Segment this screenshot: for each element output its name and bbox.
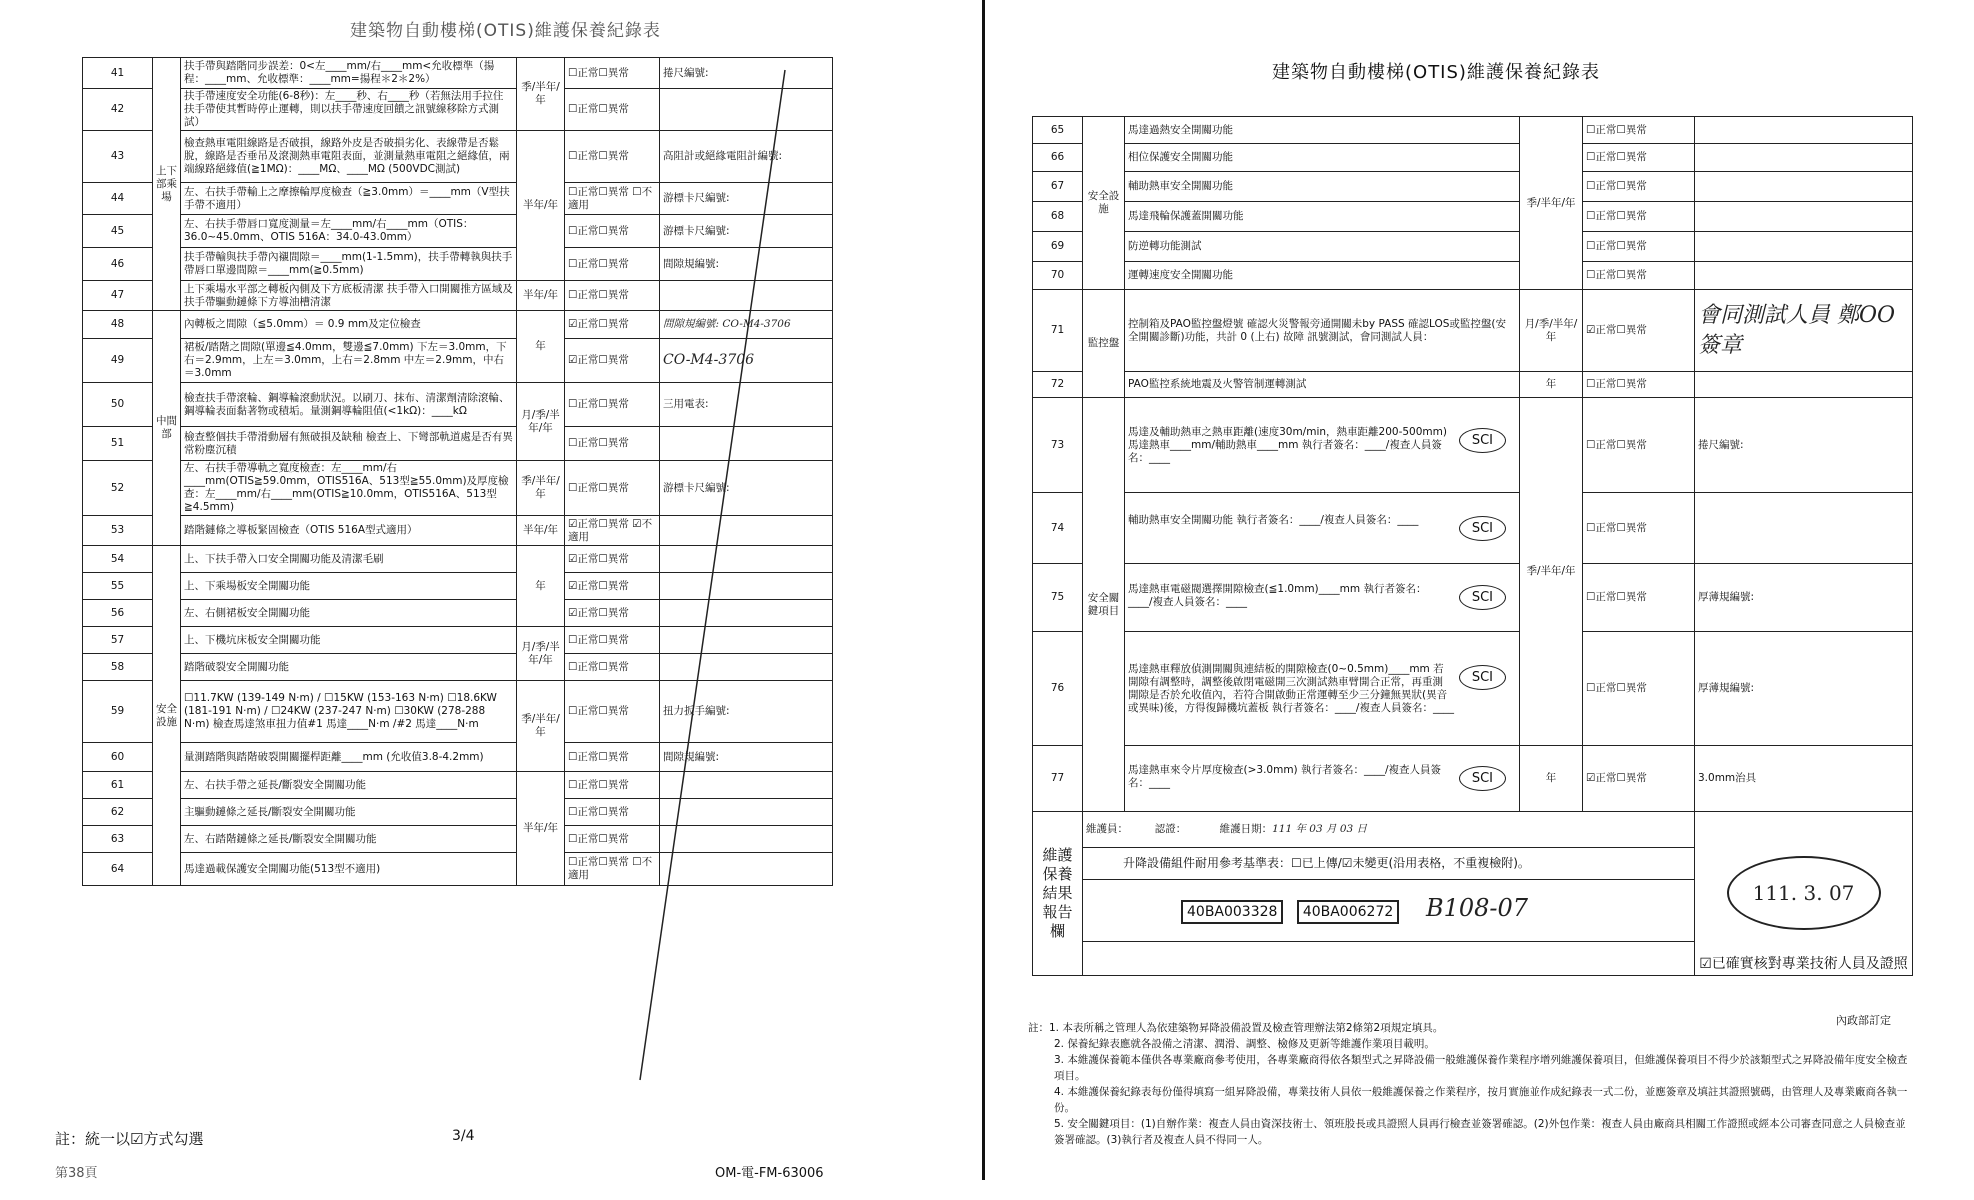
table-cell: 62 [83,799,153,826]
table-cell: 馬達過熱安全開關功能 [1125,117,1520,144]
table-cell: 54 [83,546,153,573]
elevator-code: B108-07 [1425,893,1529,922]
table-cell: ☐正常☐異常 [565,89,660,131]
table-cell: 裙板/踏階之間隙(單邊≦4.0mm，雙邊≦7.0mm) 下左＝3.0mm，下右＝2.9mm，上左＝3.0mm，上右＝2.8mm 中左＝2.9mm，中右＝3.0mm [181,339,517,383]
table-cell: 厚薄規編號: [1695,632,1913,746]
table-cell: 70 [1033,262,1083,290]
table-cell [1695,117,1913,144]
table-cell [1695,144,1913,172]
section-label: 安全設施 [153,546,181,886]
table-cell: 50 [83,383,153,427]
table-cell: 左、右側裙板安全開關功能 [181,600,517,627]
table-cell: SCI 馬達熱車釋放偵測開關與連結板的開隙檢查(0~0.5mm)____mm 若開隙有調整時，調整後啟閉電磁開三次測試熱車臂開合正常，再重測開隙是否於允收值內，若符合開啟動正常運轉至少三分鐘無異狀(異音或異味)後，方得復歸機坑蓋板 執行者簽名：____/複查人員簽名：____ [1125,632,1520,746]
table-row [1033,117,1913,144]
table-cell: ☐正常☐異常 [1583,232,1695,262]
table-row [1033,372,1913,398]
right-header: 建築物自動樓梯(OTIS)維護保養紀錄表 [1272,62,1600,83]
table-cell: 半年/年 [517,131,565,281]
section-label: 安全關鍵項目 [1083,398,1125,812]
table-cell: 49 [83,339,153,383]
page-divider [982,0,985,1180]
table-cell: 68 [1033,202,1083,232]
table-cell [1695,812,1913,976]
table-cell [1695,372,1913,398]
table-cell: 61 [83,772,153,799]
table-cell: ☐正常☐異常 [565,681,660,743]
table-cell: ☐正常☐異常 [1583,564,1695,632]
table-cell: 45 [83,215,153,248]
license-stamp-2: 40BA006272 [1297,900,1399,924]
page-number: 3/4 [452,1128,475,1144]
table-cell: 月/季/半年/年 [1520,290,1583,372]
table-cell: ☐正常☐異常 [1583,372,1695,398]
table-cell: SCI 馬達熱車來令片厚度檢查(>3.0mm) 執行者簽名：____/複查人員簽名：____ [1125,746,1520,812]
table-cell: 左、右扶手帶導軌之寬度檢查：左____mm/右____mm(OTIS≧59.0mm，OTIS516A、513型≧55.0mm)及厚度檢查：左____mm/右____mm(OTIS≧10.0mm，OTIS516A、513型≧4.5mm) [181,461,517,516]
table-cell: ☐正常☐異常 [565,799,660,826]
table-row [1033,746,1913,812]
table-cell [1083,812,1695,848]
table-row [1033,232,1913,262]
table-cell: ☐正常☐異常 ☐不適用 [565,183,660,215]
table-cell: ☐正常☐異常 [565,826,660,853]
table-cell: 控制箱及PAO監控盤燈號 確認火災警報旁通開關未by PASS 確認LOS或監控盤(安全開關診斷)功能，共計 0 (上右) 故障 訊號測試，會同測試人員： [1125,290,1520,372]
table-cell: ☐正常☐異常 [1583,144,1695,172]
table-cell: ☑正常☐異常 [1583,290,1695,372]
table-cell: PAO監控系統地震及火警管制運轉測試 [1125,372,1520,398]
table-cell: 67 [1033,172,1083,202]
table-row [1033,262,1913,290]
table-cell: 76 [1033,632,1083,746]
table-cell: ☐正常☐異常 [565,427,660,461]
left-header: 建築物自動樓梯(OTIS)維護保養紀錄表 [350,21,661,41]
table-cell: 主驅動鏈條之延長/斷裂安全開關功能 [181,799,517,826]
table-cell: 59 [83,681,153,743]
staff-label: 維護員： [1086,823,1128,835]
table-cell: ☐正常☐異常 [565,281,660,311]
sci-circle: SCI [1459,428,1506,453]
table-cell: 半年/年 [517,281,565,311]
table-cell: ☐正常☐異常 [565,743,660,772]
table-cell: 防逆轉功能測試 [1125,232,1520,262]
table-row [1033,290,1913,372]
table-cell: 66 [1033,144,1083,172]
table-cell: 左、右扶手帶唇口寬度測量＝左____mm/右____mm（OTIS：36.0~45.0mm、OTIS 516A：34.0-43.0mm） [181,215,517,248]
table-cell: 量測踏階與踏階破裂開關擺桿距離____mm (允收值3.8-4.2mm) [181,743,517,772]
table-cell: ☑正常☐異常 [565,546,660,573]
form-code: OM-電-FM-63006 [715,1166,824,1181]
table-cell: ☐正常☐異常 [565,654,660,681]
table-cell: SCI 輔助熱車安全開關功能 執行者簽名：____/複查人員簽名：____ [1125,493,1520,564]
table-cell [1083,942,1695,976]
table-cell [1695,172,1913,202]
license-stamp-1: 40BA003328 [1181,900,1283,924]
table-cell: ☐11.7KW (139-149 N·m) / ☐15KW (153-163 N·m) ☐18.6KW (181-191 N·m) / ☐24KW (237-247 N·m) ☐30KW (278-288 N·m) 檢查馬達煞車扭力值#1 馬達____N·m /#2 馬達____N·m [181,681,517,743]
table-row [1033,493,1913,564]
table-cell [1695,232,1913,262]
table-cell: 半年/年 [517,516,565,546]
table-cell: 間隙規編號: [660,743,833,772]
table-cell: 年 [517,311,565,383]
table-cell: 季/半年/年 [517,58,565,131]
table-cell: ☐正常☐異常 [1583,493,1695,564]
diagonal-strike-line [0,0,980,1200]
sci-circle: SCI [1459,585,1506,610]
table-cell: 馬達過載保護安全開關功能(513型不適用) [181,853,517,886]
table-cell: 年 [1520,746,1583,812]
table-cell: 60 [83,743,153,772]
table-cell: ☐正常☐異常 [565,131,660,183]
table-cell: ☑正常☐異常 [565,573,660,600]
table-cell: ☐正常☐異常 [1583,117,1695,144]
table-cell: 季/半年/年 [1520,117,1583,290]
table-cell: 42 [83,89,153,131]
table-cell: 48 [83,311,153,339]
table-row [1033,632,1913,746]
table-row [1033,172,1913,202]
table-cell: 上、下扶手帶入口安全開關功能及清潔毛刷 [181,546,517,573]
table-cell: ☐正常☐異常 [565,58,660,89]
table-cell: 74 [1033,493,1083,564]
table-cell: 半年/年 [517,772,565,886]
table-cell: 上、下乘場板安全開關功能 [181,573,517,600]
table-cell: 三用電表: [660,383,833,427]
table-cell: 57 [83,627,153,654]
table-cell: 運轉速度安全開關功能 [1125,262,1520,290]
table-cell: ☑正常☐異常 [565,311,660,339]
table-cell: 上下乘場水平部之轉板內側及下方底板清潔 扶手帶入口開關推方區域及扶手帶驅動鏈條下方導油槽清潔 [181,281,517,311]
table-cell: ☐正常☐異常 [565,248,660,281]
table-row [1033,144,1913,172]
table-cell: 扶手帶與踏階同步誤差：0<左____mm/右____mm<允收標準（揚程：____mm、允收標準：____mm=揚程＊2＊2%） [181,58,517,89]
table-cell: 上、下機坑床板安全開關功能 [181,627,517,654]
table-cell [1083,880,1695,942]
table-cell: 扭力扳手編號: [660,681,833,743]
sci-circle: SCI [1459,665,1506,690]
table-row [1033,202,1913,232]
table-cell [1695,262,1913,290]
table-cell: 41 [83,58,153,89]
table-cell: 52 [83,461,153,516]
table-cell: 間隙規編號: [660,248,833,281]
right-form-table [1032,116,1913,976]
table-cell: ☑正常☐異常 [565,600,660,627]
table-cell: 左、右踏階鏈條之延長/斷裂安全開關功能 [181,826,517,853]
sci-circle: SCI [1459,766,1506,791]
table-cell: ☐正常☐異常 ☐不適用 [565,853,660,886]
section-label: 安全設施 [1083,117,1125,290]
table-cell: SCI 馬達及輔助熱車之熱車距離(速度30m/min，熱車距離200-500mm) 馬達熱車____mm/輔助熱車____mm 執行者簽名：____/複查人員簽名：____ [1125,398,1520,493]
table-cell: 左、右扶手帶輸上之摩擦輪厚度檢查（≧3.0mm）＝____mm（V型扶手帶不適用） [181,183,517,215]
table-cell: ☐正常☐異常 [565,215,660,248]
table-cell: 64 [83,853,153,886]
table-cell: ☑正常☐異常 [565,339,660,383]
table-cell: 相位保護安全開關功能 [1125,144,1520,172]
table-cell: 捲尺編號: [1695,398,1913,493]
table-cell: 季/半年/年 [517,461,565,516]
table-cell: 56 [83,600,153,627]
table-cell: ☐正常☐異常 [1583,632,1695,746]
table-cell: ☐正常☐異常 [565,627,660,654]
table-cell: CO-M4-3706 [660,339,833,383]
table-cell: 年 [1520,372,1583,398]
section-label: 監控盤 [1083,290,1125,398]
table-cell: 會同測試人員 鄭OO 簽章 [1695,290,1913,372]
table-row [1033,398,1913,493]
table-cell: 63 [83,826,153,853]
table-cell: ☐正常☐異常 [1583,172,1695,202]
cert-label: 認證： [1154,823,1187,835]
license-confirmation: ☑已確實核對專業技術人員及證照 [1699,956,1908,972]
table-cell: 月/季/半年/年 [517,383,565,461]
table-cell: ☐正常☐異常 [1583,262,1695,290]
table-cell: 年 [517,546,565,627]
table-cell: 游標卡尺編號: [660,215,833,248]
maintenance-date: 111 年 03 月 03 日 [1272,823,1368,835]
right-page [1000,0,1974,1200]
table-cell: 內轉板之間隙（≦5.0mm）＝ 0.9 mm及定位檢查 [181,311,517,339]
table-cell: 3.0mm治具 [1695,746,1913,812]
page-bottom-number: 第38頁 [55,1166,98,1181]
table-cell: 72 [1033,372,1083,398]
table-cell: 踏階鏈條之導板緊固檢查（OTIS 516A型式適用） [181,516,517,546]
sci-circle: SCI [1459,516,1506,541]
table-cell: 檢查整個扶手帶滑動層有無破損及缺釉 檢查上、下彎部軌道處是否有異常粉塵沉積 [181,427,517,461]
table-cell: 53 [83,516,153,546]
table-cell: 71 [1033,290,1083,372]
table-cell: 季/半年/年 [517,681,565,772]
table-cell: 55 [83,573,153,600]
maintenance-row-1 [1033,812,1913,848]
table-cell: 77 [1033,746,1083,812]
table-cell: ☐正常☐異常 [565,383,660,427]
table-cell: 月/季/半年/年 [517,627,565,681]
table-cell: 左、右扶手帶之延長/斷裂安全開關功能 [181,772,517,799]
table-cell: ☑正常☐異常 ☑不適用 [565,516,660,546]
table-cell: 47 [83,281,153,311]
table-cell: 游標卡尺編號: [660,461,833,516]
table-cell: 69 [1033,232,1083,262]
table-cell: ☐正常☐異常 [565,461,660,516]
table-cell: 間隙規編號: CO-M4-3706 [660,311,833,339]
left-page [0,0,980,1200]
table-cell: 厚薄規編號: [1695,564,1913,632]
table-cell: 75 [1033,564,1083,632]
table-cell: 捲尺編號: [660,58,833,89]
date-label: 維護日期： [1219,823,1273,835]
table-cell: 馬達飛輪保護蓋開關功能 [1125,202,1520,232]
table-cell: 踏階破裂安全開關功能 [181,654,517,681]
table-cell: 輔助熱車安全開關功能 [1125,172,1520,202]
table-cell: 季/半年/年 [1520,398,1583,746]
table-cell: 65 [1033,117,1083,144]
table-cell: 檢查扶手帶滾輪、鋼導輪滾動狀況。以刷刀、抹布、清潔劑清除滾輪、鋼導輪表面黏著物或積垢。量測鋼導輪阻值(<1kΩ)：____kΩ [181,383,517,427]
table-cell [1695,202,1913,232]
table-cell: 73 [1033,398,1083,493]
table-cell: 43 [83,131,153,183]
table-cell: 44 [83,183,153,215]
table-cell: ☐正常☐異常 [565,772,660,799]
table-cell: 扶手帶輸與扶手帶內襯間隙＝____mm(1-1.5mm)，扶手帶轉執與扶手帶唇口單邊間隙＝____mm(≧0.5mm) [181,248,517,281]
section-label: 中間部 [153,311,181,546]
table-cell: 游標卡尺編號: [660,183,833,215]
table-cell: 46 [83,248,153,281]
section-label: 上下部乘場 [153,58,181,311]
maintenance-section-title: 維護保養結果報告欄 [1033,812,1083,976]
table-row [1033,564,1913,632]
table-cell [1695,493,1913,564]
table-cell: ☐正常☐異常 [1583,398,1695,493]
ministry-label: 內政部訂定 [1836,1014,1891,1027]
table-cell: 扶手帶速度安全功能(6-8秒)：左____秒、右____秒（若無法用手拉住扶手帶使其暫時停止運轉，則以扶手帶速度回饋之訊號線移除方式測試） [181,89,517,131]
table-cell: ☑正常☐異常 [1583,746,1695,812]
footer-note: 註：統一以☑方式勾選 [55,1130,204,1148]
company-stamp: 111. 3. 07 [1727,856,1881,930]
parts-reference-note: 升降設備組件耐用參考基準表：☐已上傳/☑未變更(沿用表格，不重複檢附)。 [1083,848,1695,880]
table-cell: 51 [83,427,153,461]
table-cell: ☐正常☐異常 [1583,202,1695,232]
table-cell: SCI 馬達熱車電磁閥選擇開隙檢查(≦1.0mm)____mm 執行者簽名：____/複查人員簽名：____ [1125,564,1520,632]
table-cell: 58 [83,654,153,681]
table-cell: 高阻計或絕緣電阻計編號: [660,131,833,183]
table-cell: 檢查熱車電阻線路是否破損，線路外皮是否破損劣化、表線帶是否鬆脫，線路是否垂吊及滾測熱車電阻表面，並測量熱車電阻之絕緣值，兩端線路絕緣值(≧1MΩ)：____MΩ、____MΩ (500VDC測試) [181,131,517,183]
footnotes: 註：1. 本表所稱之管理人為依建築物昇降設備設置及檢查管理辦法第2條第2項規定填具。 2. 保養紀錄表應就各設備之清潔、潤滑、調整、檢修及更新等維護作業項目載明。 3. 本維護保養範本僅供各專業廠商參考使用，各專業廠商得依各類型式之昇降設備一般維護保養作業程序增列維護保養項目，但維護保養項目不得少於該類型式之昇降設備年度安全檢查項目。 4. 本維護保養紀錄表每份僅得填寫一組昇降設備，專業技術人員依一般維護保養之作業程序，按月實施並作成紀錄表一式二份，並應簽章及填註其證照號碼，由管理人及專業廠商各執一份。 5. 安全關鍵項目：(1)自辦作業：複查人員由資深技術士、領班股長或具證照人員再行檢查並簽署確認。(2)外包作業：複查人員由廠商具相關工作證照或經本公司審查同意之人員檢查並簽署確認。(3)執行者及複查人員不得同一人。 [1028,1022,1908,1146]
